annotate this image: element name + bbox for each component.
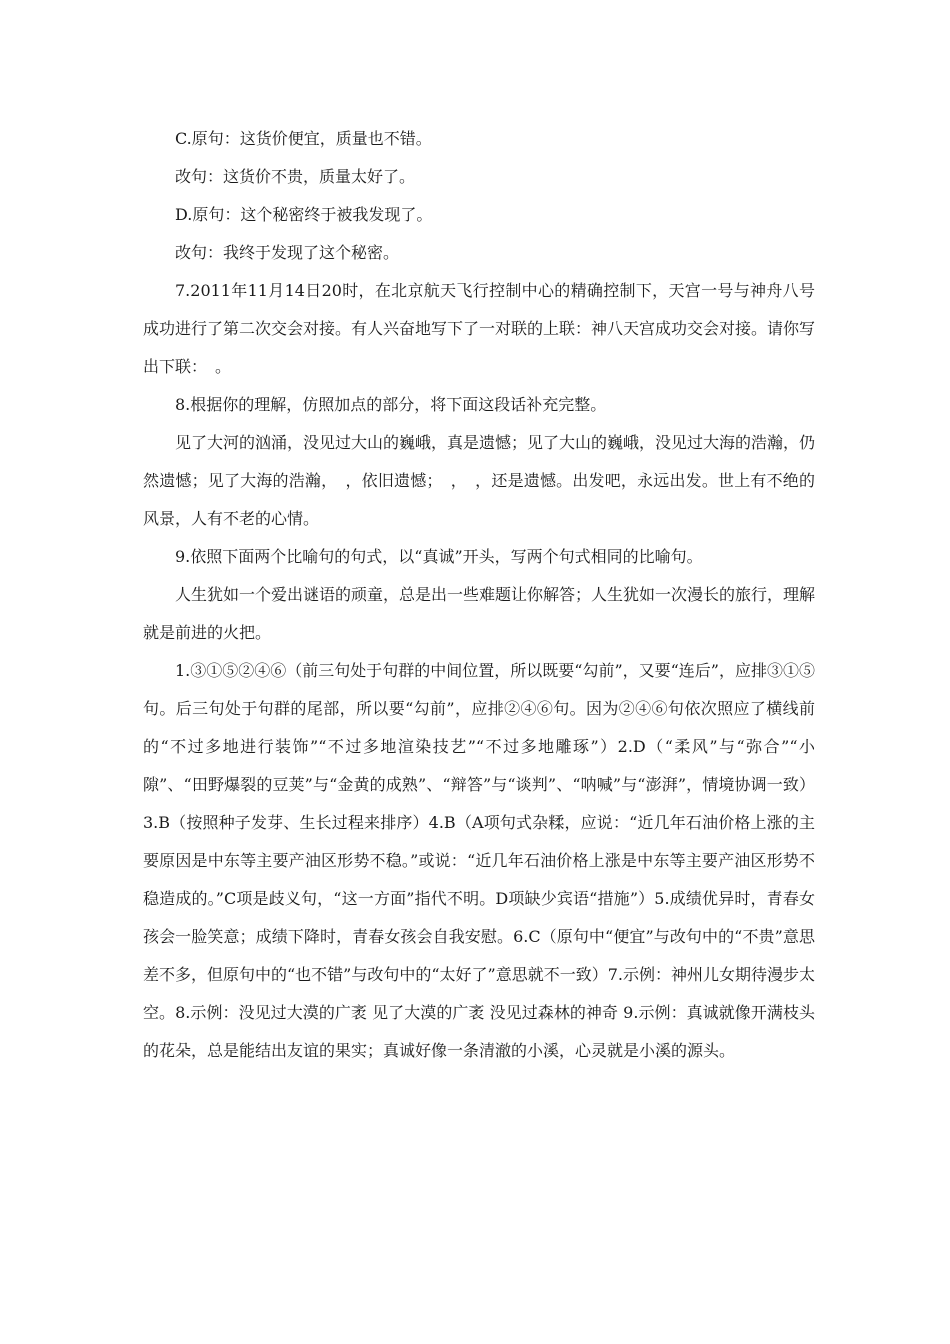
question-8: 8.根据你的理解，仿照加点的部分，将下面这段话补充完整。: [175, 395, 607, 414]
option-c-revised: 改句：这货价不贵，质量太好了。: [175, 167, 416, 186]
option-d-revised: 改句：我终于发现了这个秘密。: [175, 243, 400, 262]
option-d-original: D.原句：这个秘密终于被我发现了。: [175, 205, 433, 224]
answer-key: 1.③①⑤②④⑥（前三句处于句群的中间位置，所以既要“勾前”，又要“连后”，应排③①⑤句。后三句处于句群的尾部，所以要“勾前”，应排②④⑥句。因为②④⑥句依次照应了横线前的“不过多地进行装饰”“不过多地渲染技艺”“不过多地雕琢”）2.D（“柔风”与“弥合”“小隙”、“田野爆裂的豆荚”与“金黄的成熟”、“辩答”与“谈判”、“呐喊”与“澎湃”，情境协调一致）3.B（按照种子发芽、生长过程来排序）4.B（A项句式杂糅，应说：“近几年石油价格上涨的主要原因是中东等主要产油区形势不稳。”或说：“近几年石油价格上涨是中东等主要产油区形势不稳造成的。”C项是歧义句，“这一方面”指代不明。D项缺少宾语“措施”）5.成绩优异时，青春女孩会一脸笑意；成绩下降时，青春女孩会自我安慰。6.C（原句中“便宜”与改句中的“不贵”意思差不多，但原句中的“也不错”与改句中的“太好了”意思就不一致）7.示例：神州儿女期待漫步太空。8.示例：没见过大漠的广袤 见了大漠的广袤 没见过森林的神奇 9.示例：真诚就像开满枝头的花朵，总是能结出友谊的果实；真诚好像一条清澈的小溪，心灵就是小溪的源头。: [143, 661, 815, 1060]
document-page: [143, 120, 815, 1070]
question-9: 9.依照下面两个比喻句的句式，以“真诚”开头，写两个句式相同的比喻句。: [175, 547, 703, 566]
question-9-passage: 人生犹如一个爱出谜语的顽童，总是出一些难题让你解答；人生犹如一次漫长的旅行，理解就是前进的火把。: [143, 585, 816, 642]
option-c-original: C.原句：这货价便宜，质量也不错。: [175, 129, 432, 148]
question-8-passage: 见了大河的汹涌，没见过大山的巍峨，真是遗憾；见了大山的巍峨，没见过大海的浩瀚，仍然遗憾；见了大海的浩瀚， ，依旧遗憾； ， ，还是遗憾。出发吧，永远出发。世上有不绝的风景，人有不老的心情。: [143, 433, 816, 528]
question-7: 7.2011年11月14日20时，在北京航天飞行控制中心的精确控制下，天宫一号与神舟八号成功进行了第二次交会对接。有人兴奋地写下了一对联的上联：神八天宫成功交会对接。请你写出下联： 。: [143, 281, 816, 376]
